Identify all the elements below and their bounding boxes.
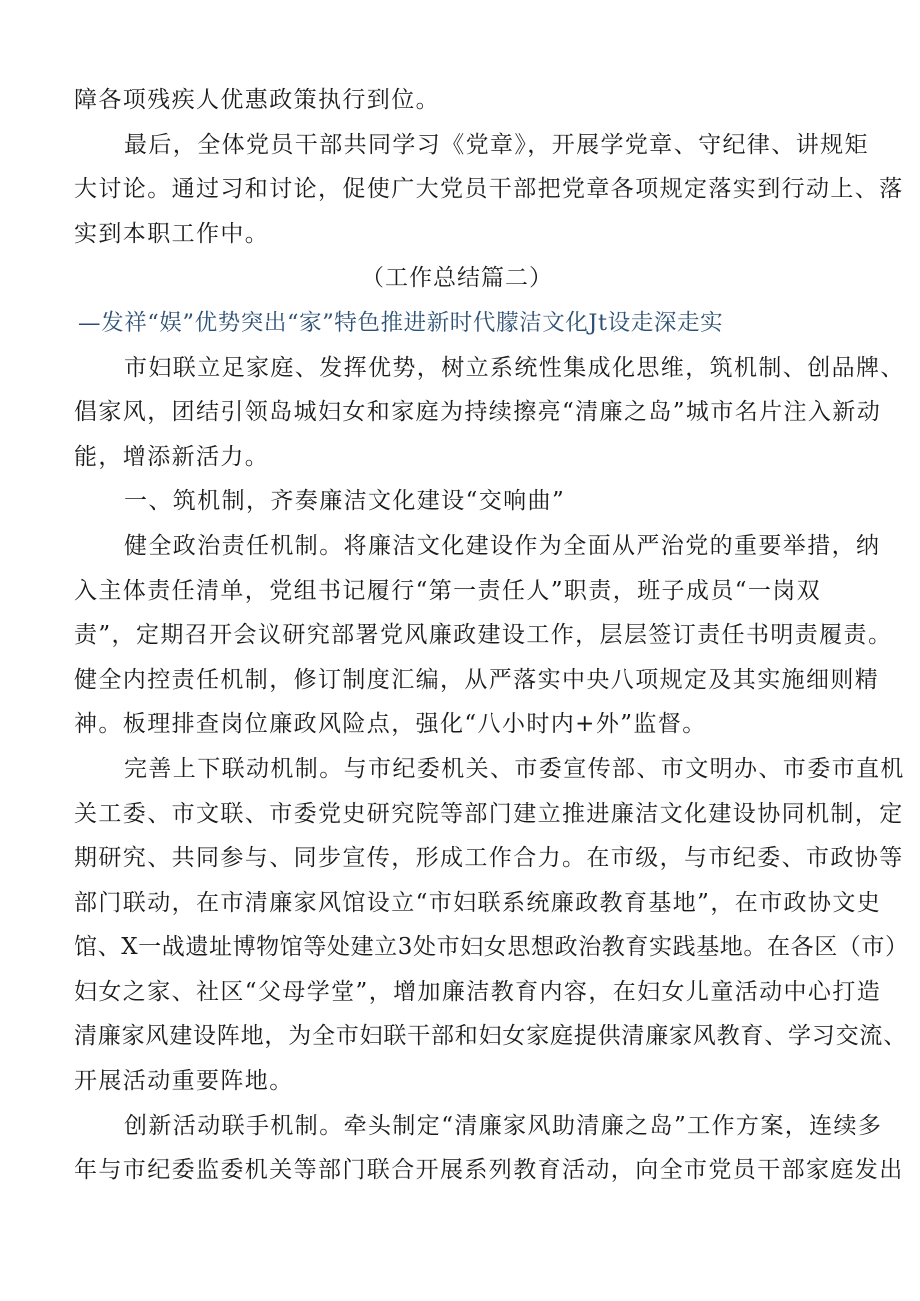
body-text-line: 倡家风，团结引领岛城妇女和家庭为持续擦亮“清廉之岛”城市名片注入新动 bbox=[74, 399, 882, 426]
paragraph-first-line: 最后，全体党员干部共同学习《党章》，开展学党章、守纪律、讲规矩 bbox=[124, 131, 869, 158]
paragraph-first-line: 健全政治责任机制。将廉洁文化建设作为全面从严治党的重要举措，纳 bbox=[124, 532, 881, 559]
section-heading: 一、筑机制，齐奏廉洁文化建设“交响曲” bbox=[124, 488, 566, 515]
body-text-line: 入主体责任清单，党组书记履行“第一责任人”职责，班子成员“一岗双 bbox=[74, 577, 822, 604]
body-text-line: 关工委、市文联、市委党史研究院等部门建立推进廉洁文化建设协同机制，定 bbox=[74, 800, 904, 827]
body-text-line: 部门联动，在市清廉家风馆设立“市妇联系统廉政教育基地”，在市政协文史 bbox=[74, 889, 882, 916]
body-text-line: 责”，定期召开会议研究部署党风廉政建设工作，层层签订责任书明责履责。 bbox=[74, 622, 893, 649]
body-text-line: 障各项残疾人优惠政策执行到位。 bbox=[74, 87, 440, 113]
body-text-line: 期研究、共同参与、同步宣传，形成工作合力。在市级，与市纪委、市政协等 bbox=[74, 845, 904, 872]
paragraph-first-line: 市妇联立足家庭、发挥优势，树立系统性集成化思维，筑机制、创品牌、 bbox=[124, 354, 905, 381]
section-subtitle: —发祥“娱”优势突出“家”特色推进新时代朦洁文化Jt设走深走实 bbox=[78, 309, 724, 336]
body-text-line: 开展活动重要阵地。 bbox=[74, 1068, 294, 1095]
body-text-line: 馆、X一战遗址博物馆等处建立3处市妇女思想政治教育实践基地。在各区（市） bbox=[74, 934, 909, 961]
body-text-line: 健全内控责任机制，修订制度汇编，从严落实中央八项规定及其实施细则精 bbox=[74, 666, 880, 693]
body-text-line: 能，增添新活力。 bbox=[74, 443, 270, 470]
body-text-line: 神。板理排查岗位廉政风险点，强化“八小时内+外”监督。 bbox=[74, 711, 707, 738]
body-text-line: 妇女之家、社区“父母学堂”，增加廉洁教育内容，在妇女儿童活动中心打造 bbox=[74, 978, 882, 1005]
body-text-line: 年与市纪委监委机关等部门联合开展系列教育活动，向全市党员干部家庭发出 bbox=[74, 1157, 904, 1184]
body-text-line: 清廉家风建设阵地，为全市妇联干部和妇女家庭提供清廉家风教育、学习交流、 bbox=[74, 1023, 907, 1050]
body-text-line: 实到本职工作中。 bbox=[74, 220, 270, 247]
body-text-line: 大讨论。通过习和讨论，促使广大党员干部把党章各项规定落实到行动上、落 bbox=[74, 176, 904, 203]
paragraph-first-line: 完善上下联动机制。与市纪委机关、市委宣传部、市文明办、市委市直机 bbox=[124, 755, 905, 782]
section-title: （工作总结篇二） bbox=[361, 265, 553, 292]
paragraph-first-line: 创新活动联手机制。牵头制定“清廉家风助清廉之岛”工作方案，连续多 bbox=[124, 1112, 883, 1139]
